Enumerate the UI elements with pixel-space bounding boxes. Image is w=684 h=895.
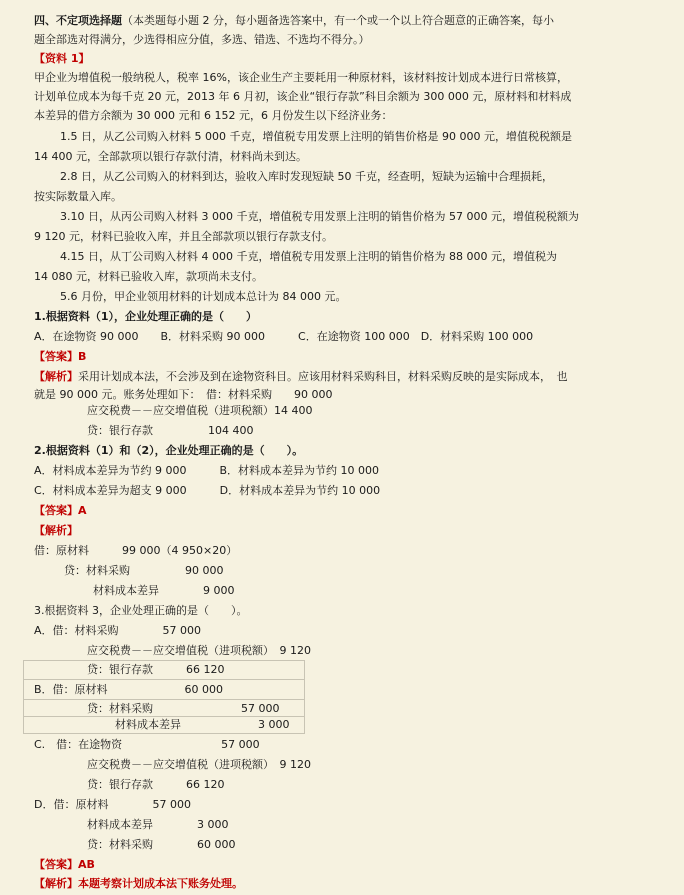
- q3-answer: 【答案】AB: [34, 858, 95, 871]
- q3-option-a-line: 应交税费－－应交增值税（进项税额） 9 120: [87, 644, 311, 657]
- material-line: 甲企业为增值税一般纳税人，税率 16%，该企业生产主要耗用一种原材料，该材料按计划成本进行日常核算，: [34, 71, 568, 84]
- q3-option-b-line: 材料成本差异 3 000: [115, 718, 290, 731]
- material-line: 按实际数量入库。: [34, 190, 122, 203]
- q3-option-c-line: 应交税费－－应交增值税（进项税额） 9 120: [87, 758, 311, 771]
- q3-option-d-line: 材料成本差异 3 000: [87, 818, 229, 831]
- q3-option-d-line: 贷：材料采购 60 000: [87, 838, 236, 851]
- table-rule: [23, 699, 305, 700]
- q3-answer-value: AB: [78, 858, 95, 871]
- q3-option-c-line: 贷：银行存款 66 120: [87, 778, 225, 791]
- material-line: 2.8 日，从乙公司购入的材料到达，验收入库时发现短缺 50 千克，经查明，短缺为运输中合理损耗，: [60, 170, 553, 183]
- material-line: 本差异的借方余额为 30 000 元和 6 152 元，6 月份发生以下经济业务：: [34, 109, 393, 122]
- q3-stem: 3.根据资料 3，企业处理正确的是（ ）。: [34, 604, 248, 617]
- q3-option-c: C. 借：在途物资 57 000: [34, 738, 260, 751]
- material-line: 5.6 月份，甲企业领用材料的计划成本总计为 84 000 元。: [60, 290, 347, 303]
- section-header: [34, 14, 554, 28]
- q3-option-d: D．借：原材料 57 000: [34, 798, 191, 811]
- section-instructions-cont: 题全部选对得满分，少选得相应分值，多选、错选、不选均不得分。）: [34, 33, 370, 46]
- material-line: 14 080 元，材料已验收入库，款项尚未支付。: [34, 270, 263, 283]
- material-line: 计划单位成本为每千克 20 元，2013 年 6 月初，该企业“银行存款”科目余额为 300 000 元，原材料和材料成: [34, 90, 572, 103]
- q1-answer-value: B: [78, 350, 87, 363]
- section-instructions: （本类题每小题 2 分，每小题备选答案中，有一个或一个以上符合题意的正确答案，每小: [122, 14, 554, 27]
- q2-analysis-tag: 【解析】: [34, 524, 78, 537]
- q2-answer: 【答案】A: [34, 504, 87, 517]
- q2-entry-line: 材料成本差异 9 000: [93, 584, 235, 597]
- material-line: 9 120 元，材料已验收入库，并且全部款项以银行存款支付。: [34, 230, 333, 243]
- q1-analysis: 【解析】采用计划成本法，不会涉及到在途物资科目。应该用材料采购科目，材料采购反映的是实际成本， 也: [34, 370, 568, 383]
- q3-analysis: 【解析】本题考察计划成本法下账务处理。: [34, 877, 243, 890]
- q1-answer: 【答案】B: [34, 350, 87, 363]
- material-line: 3.10 日，从丙公司购入材料 3 000 千克，增值税专用发票上注明的销售价格为 57 000 元，增值税税额为: [60, 210, 579, 223]
- table-rule: [23, 679, 305, 680]
- q3-option-a-line: 贷：银行存款 66 120: [87, 663, 225, 676]
- q1-options: A．在途物资 90 000 B．材料采购 90 000 C．在途物资 100 000 D．材料采购 100 000: [34, 330, 534, 343]
- table-rule: [23, 660, 305, 661]
- table-rule: [23, 716, 305, 717]
- q2-entry-line: 借：原材料 99 000（4 950×20）: [34, 544, 238, 557]
- q2-options-ab: A．材料成本差异为节约 9 000 B．材料成本差异为节约 10 000: [34, 464, 380, 477]
- q1-analysis-line: 应交税费－－应交增值税（进项税额）14 400: [87, 404, 313, 417]
- section-title: 四、不定项选择题: [34, 14, 122, 27]
- material-line: 14 400 元，全部款项以银行存款付清，材料尚未到达。: [34, 150, 307, 163]
- material-tag: 【资料 1】: [34, 52, 90, 65]
- q2-stem: 2.根据资料（1）和（2），企业处理正确的是（ ）。: [34, 444, 304, 457]
- table-rule: [23, 733, 305, 734]
- q3-option-a: A．借：材料采购 57 000: [34, 624, 202, 637]
- q2-answer-value: A: [78, 504, 87, 517]
- q1-analysis-line: 就是 90 000 元。账务处理如下： 借：材料采购 90 000: [34, 388, 333, 401]
- material-line: 1.5 日，从乙公司购入材料 5 000 千克，增值税专用发票上注明的销售价格是 90 000 元，增值税税额是: [60, 130, 572, 143]
- q3-option-b: B．借：原材料 60 000: [34, 683, 224, 696]
- material-line: 4.15 日，从丁公司购入材料 4 000 千克，增值税专用发票上注明的销售价格为 88 000 元，增值税为: [60, 250, 557, 263]
- q1-stem: 1.根据资料（1），企业处理正确的是（ ）: [34, 310, 257, 323]
- q1-analysis-line: 贷：银行存款 104 400: [87, 424, 254, 437]
- q3-option-b-line: 贷：材料采购 57 000: [87, 702, 280, 715]
- q2-options-cd: C．材料成本差异为超支 9 000 D．材料成本差异为节约 10 000: [34, 484, 381, 497]
- q2-entry-line: 贷：材料采购 90 000: [64, 564, 224, 577]
